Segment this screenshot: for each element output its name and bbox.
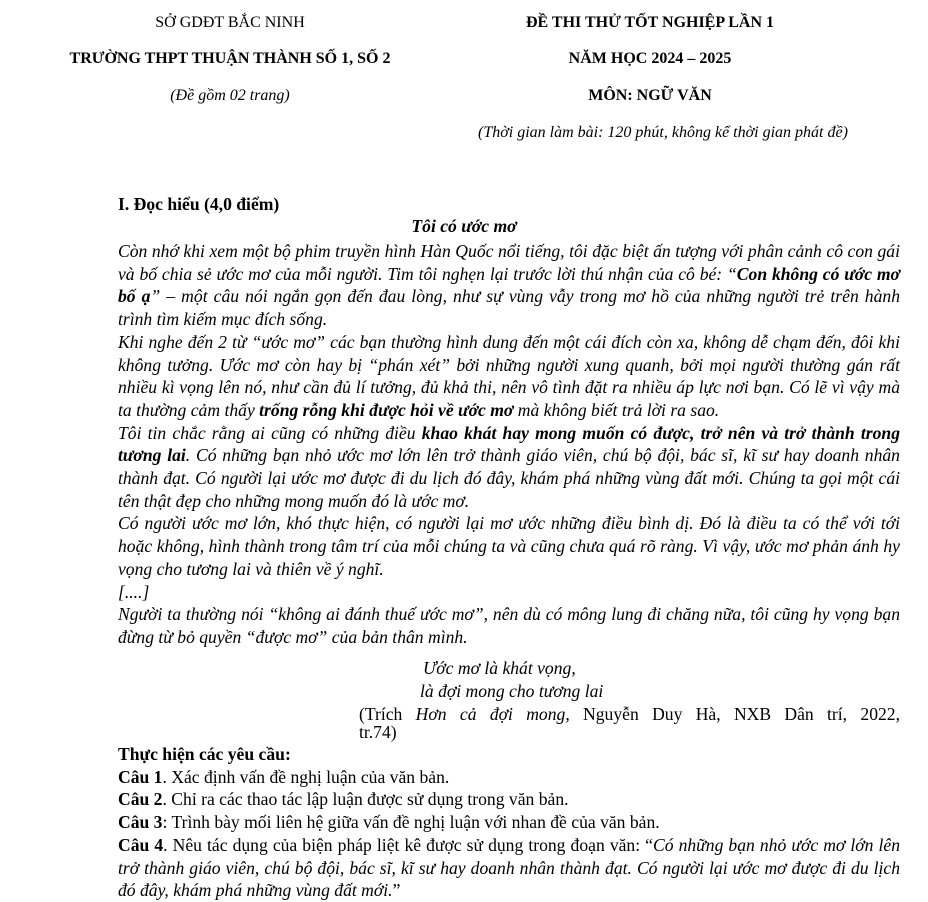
subject: MÔN: NGỮ VĂN bbox=[588, 87, 712, 104]
question-2: Câu 2. Chỉ ra các thao tác lập luận được sử dụng trong văn bản. bbox=[118, 789, 569, 810]
source-page: tr.74) bbox=[359, 722, 397, 742]
paragraph-3: Tôi tin chắc rằng ai cũng có những điều khao khát hay mong muốn có được, trở nên và trở thành trong tương lai. Có những bạn nhỏ ước mơ lớn lên trở thành giáo viên, chú bộ đội, bác sĩ, kĩ sư hay doanh nhân thành đạt. Có người lại ước mơ được đi du lịch đó đây, khám phá những vùng đất mới. Chúng ta gọi một cái tên thật đẹp cho những mong muốn đó là ước mơ. bbox=[118, 422, 900, 511]
requirements-heading: Thực hiện các yêu cầu: bbox=[118, 744, 291, 764]
question-4-quote: Có những bạn nhỏ ước mơ lớn lên trở thành giáo viên, chú bộ đội, bác sĩ, kĩ sư hay doanh nhân thành đạt. Có người lại ước mơ được đi du lịch đó đây, khám phá những vùng đất mới. bbox=[118, 834, 900, 901]
emphasis-quote: Con không có ước mơ bố ạ bbox=[118, 263, 900, 307]
time-note: (Thời gian làm bài: 120 phút, không kể thời gian phát đề) bbox=[478, 124, 848, 141]
question-3: Câu 3: Trình bày mối liên hệ giữa vấn đề nghị luận với nhan đề của văn bản. bbox=[118, 812, 660, 833]
exam-title: ĐỀ THI THỬ TỐT NGHIỆP LẦN 1 bbox=[525, 14, 775, 31]
source-citation: (Trích Hơn cả đợi mong, Nguyễn Duy Hà, NXB Dân trí, 2022, bbox=[359, 704, 900, 724]
reading-passage bbox=[118, 240, 900, 649]
paragraph-5: Người ta thường nói “không ai đánh thuế ước mơ”, nên dù có mông lung đi chăng nữa, tôi cũng hy vọng bạn đừng từ bỏ quyền “được mơ” của bản thân mình. bbox=[118, 604, 900, 647]
question-4: Câu 4. Nêu tác dụng của biện pháp liệt kê được sử dụng trong đoạn văn: “Có những bạn nhỏ ước mơ lớn lên trở thành giáo viên, chú bộ đội, bác sĩ, kĩ sư hay doanh nhân thành đạt. Có người lại ước mơ được đi du lịch đó đây, khám phá những vùng đất mới.” bbox=[118, 834, 900, 901]
poem-line-1: Ước mơ là khát vọng, bbox=[423, 658, 576, 678]
department-name: SỞ GDĐT BẮC NINH bbox=[155, 14, 305, 31]
text-title: Tôi có ước mơ bbox=[411, 216, 517, 236]
paragraph-1: Còn nhớ khi xem một bộ phim truyền hình Hàn Quốc nổi tiếng, tôi đặc biệt ấn tượng với phân cảnh cô con gái và bố chia sẻ ước mơ của mỗi người. Tim tôi nghẹn lại trước lời thú nhận của cô bé: “Con không có ước mơ bố ạ” – một câu nói ngắn gọn đến đau lòng, như sự vùng vẫy trong mơ hồ của những người trẻ trên hành trình tìm kiếm mục đích sống. bbox=[118, 241, 900, 330]
ellipsis: [....] bbox=[118, 581, 150, 602]
school-name: TRƯỜNG THPT THUẬN THÀNH SỐ 1, SỐ 2 bbox=[69, 50, 391, 67]
paragraph-4: Có người ước mơ lớn, khó thực hiện, có người lại mơ ước những điều bình dị. Đó là điều ta có thể với tới hoặc không, hình thành trong tâm trí của mỗi chúng ta và cũng chưa quá rõ ràng. Vì vậy, ước mơ phản ánh hy vọng cho tương lai và thiên về ý nghĩ. bbox=[118, 513, 900, 579]
paragraph-2: Khi nghe đến 2 từ “ước mơ” các bạn thường hình dung đến một cái đích còn xa, không dễ chạm đến, đôi khi không tưởng. Ước mơ còn hay bị “phán xét” bởi những người xung quanh, bởi mọi người thường gán rất nhiều kì vọng lên nó, như cần đủ lí tưởng, đủ khả thi, nên vô tình đặt ra nhiều áp lực nơi bạn. Có lẽ vì vậy mà ta thường cảm thấy trống rỗng khi được hỏi về ước mơ mà không biết trả lời ra sao. bbox=[118, 331, 900, 420]
source-book-title: Hơn cả đợi mong bbox=[415, 704, 566, 724]
question-1: Câu 1. Xác định vấn đề nghị luận của văn bản. bbox=[118, 766, 450, 787]
school-year: NĂM HỌC 2024 – 2025 bbox=[568, 50, 732, 67]
page-count-note: (Đề gồm 02 trang) bbox=[170, 87, 290, 104]
section-heading: I. Đọc hiểu (4,0 điểm) bbox=[118, 194, 280, 214]
poem-line-2: là đợi mong cho tương lai bbox=[420, 681, 604, 701]
requirements bbox=[118, 743, 900, 902]
emphasis-desire: khao khát hay mong muốn có được, trở nên và trở thành trong tương lai bbox=[118, 422, 900, 466]
emphasis-empty: trống rỗng khi được hỏi về ước mơ bbox=[259, 399, 514, 420]
